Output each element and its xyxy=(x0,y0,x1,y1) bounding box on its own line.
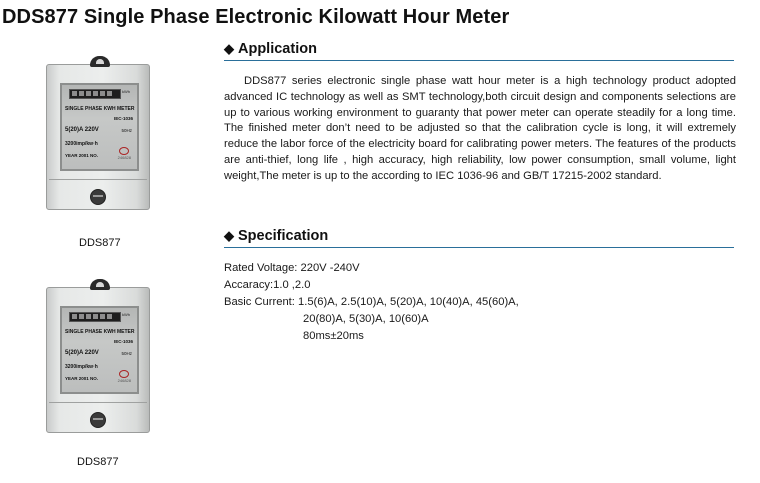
spec-basic-current: Basic Current: 1.5(6)A, 2.5(10)A, 5(20)A, 10(40)A, 45(60)A, xyxy=(224,296,519,308)
meter-rating-label: 5(20)A 220V xyxy=(65,350,99,356)
meter-rating-label: 5(20)A 220V xyxy=(65,127,99,133)
meter-body xyxy=(46,287,150,433)
meter-caption: DDS877 xyxy=(77,456,119,468)
meter-frequency-label: 50Hz xyxy=(121,128,132,133)
meter-counter-display xyxy=(69,312,121,322)
meter-constant-label: 3200imp/kw·h xyxy=(65,141,98,147)
meter-serial-label: 246828 xyxy=(117,155,131,160)
application-paragraph: DDS877 series electronic single phase watt hour meter is a high technology product adopted advanced IC technology as well as SMT technology,both circuit design and components selections are up to various working environment to guaranty that power meter can operate steadily for a long time. The finished meter don’t need to be adjusted so that the calibration cycle is long, it will extremely reduce the labor force of the electricity board for calibrating power meters. The features of the products are anti-thief, long life , high accuracy, high reliability, low power consumption, small volume, light weight,The meter is up to the according to IEC 1036-96 and GB/T 17215-2002 standard. xyxy=(224,75,736,182)
meter-year-label: YEAR 2001 NO. xyxy=(65,376,99,381)
spec-rated-voltage: Rated Voltage: 220V -240V xyxy=(224,262,360,274)
application-heading xyxy=(224,41,734,61)
meter-standard-label: IEC-1036 xyxy=(113,339,133,344)
diamond-bullet-icon: ◆ xyxy=(224,228,234,243)
meter-caption: DDS877 xyxy=(79,237,121,249)
diamond-bullet-icon: ◆ xyxy=(224,41,234,56)
spec-basic-current-continued: 20(80)A, 5(30)A, 10(60)A xyxy=(303,313,429,325)
meter-seal-screw-icon xyxy=(90,412,106,428)
meter-constant-label: 3200imp/kw·h xyxy=(65,364,98,370)
meter-body xyxy=(46,64,150,210)
meter-logo-icon xyxy=(119,147,129,155)
meter-frequency-label: 50Hz xyxy=(121,351,132,356)
meter-unit-label: kWh xyxy=(122,89,130,94)
page-title: DDS877 Single Phase Electronic Kilowatt Hour Meter xyxy=(2,6,510,28)
meter-type-label: SINGLE PHASE KWH METER xyxy=(65,106,135,112)
meter-seal-screw-icon xyxy=(90,189,106,205)
meter-top-hook-icon xyxy=(90,56,110,67)
application-heading-text: Application xyxy=(238,41,317,57)
specification-heading-text: Specification xyxy=(238,228,329,244)
meter-unit-label: kWh xyxy=(122,312,130,317)
meter-cover-divider xyxy=(49,179,147,180)
meter-standard-label: IEC-1036 xyxy=(113,116,133,121)
specification-heading xyxy=(224,228,734,248)
meter-cover-divider xyxy=(49,402,147,403)
meter-counter-display xyxy=(69,89,121,99)
meter-display-window xyxy=(60,83,139,171)
meter-display-window xyxy=(60,306,139,394)
meter-serial-label: 246828 xyxy=(117,378,131,383)
meter-type-label: SINGLE PHASE KWH METER xyxy=(65,329,135,335)
meter-year-label: YEAR 2001 NO. xyxy=(65,153,99,158)
spec-accuracy: Accaracy:1.0 ,2.0 xyxy=(224,279,311,291)
spec-response-time: 80ms±20ms xyxy=(303,330,364,342)
meter-top-hook-icon xyxy=(90,279,110,290)
meter-logo-icon xyxy=(119,370,129,378)
